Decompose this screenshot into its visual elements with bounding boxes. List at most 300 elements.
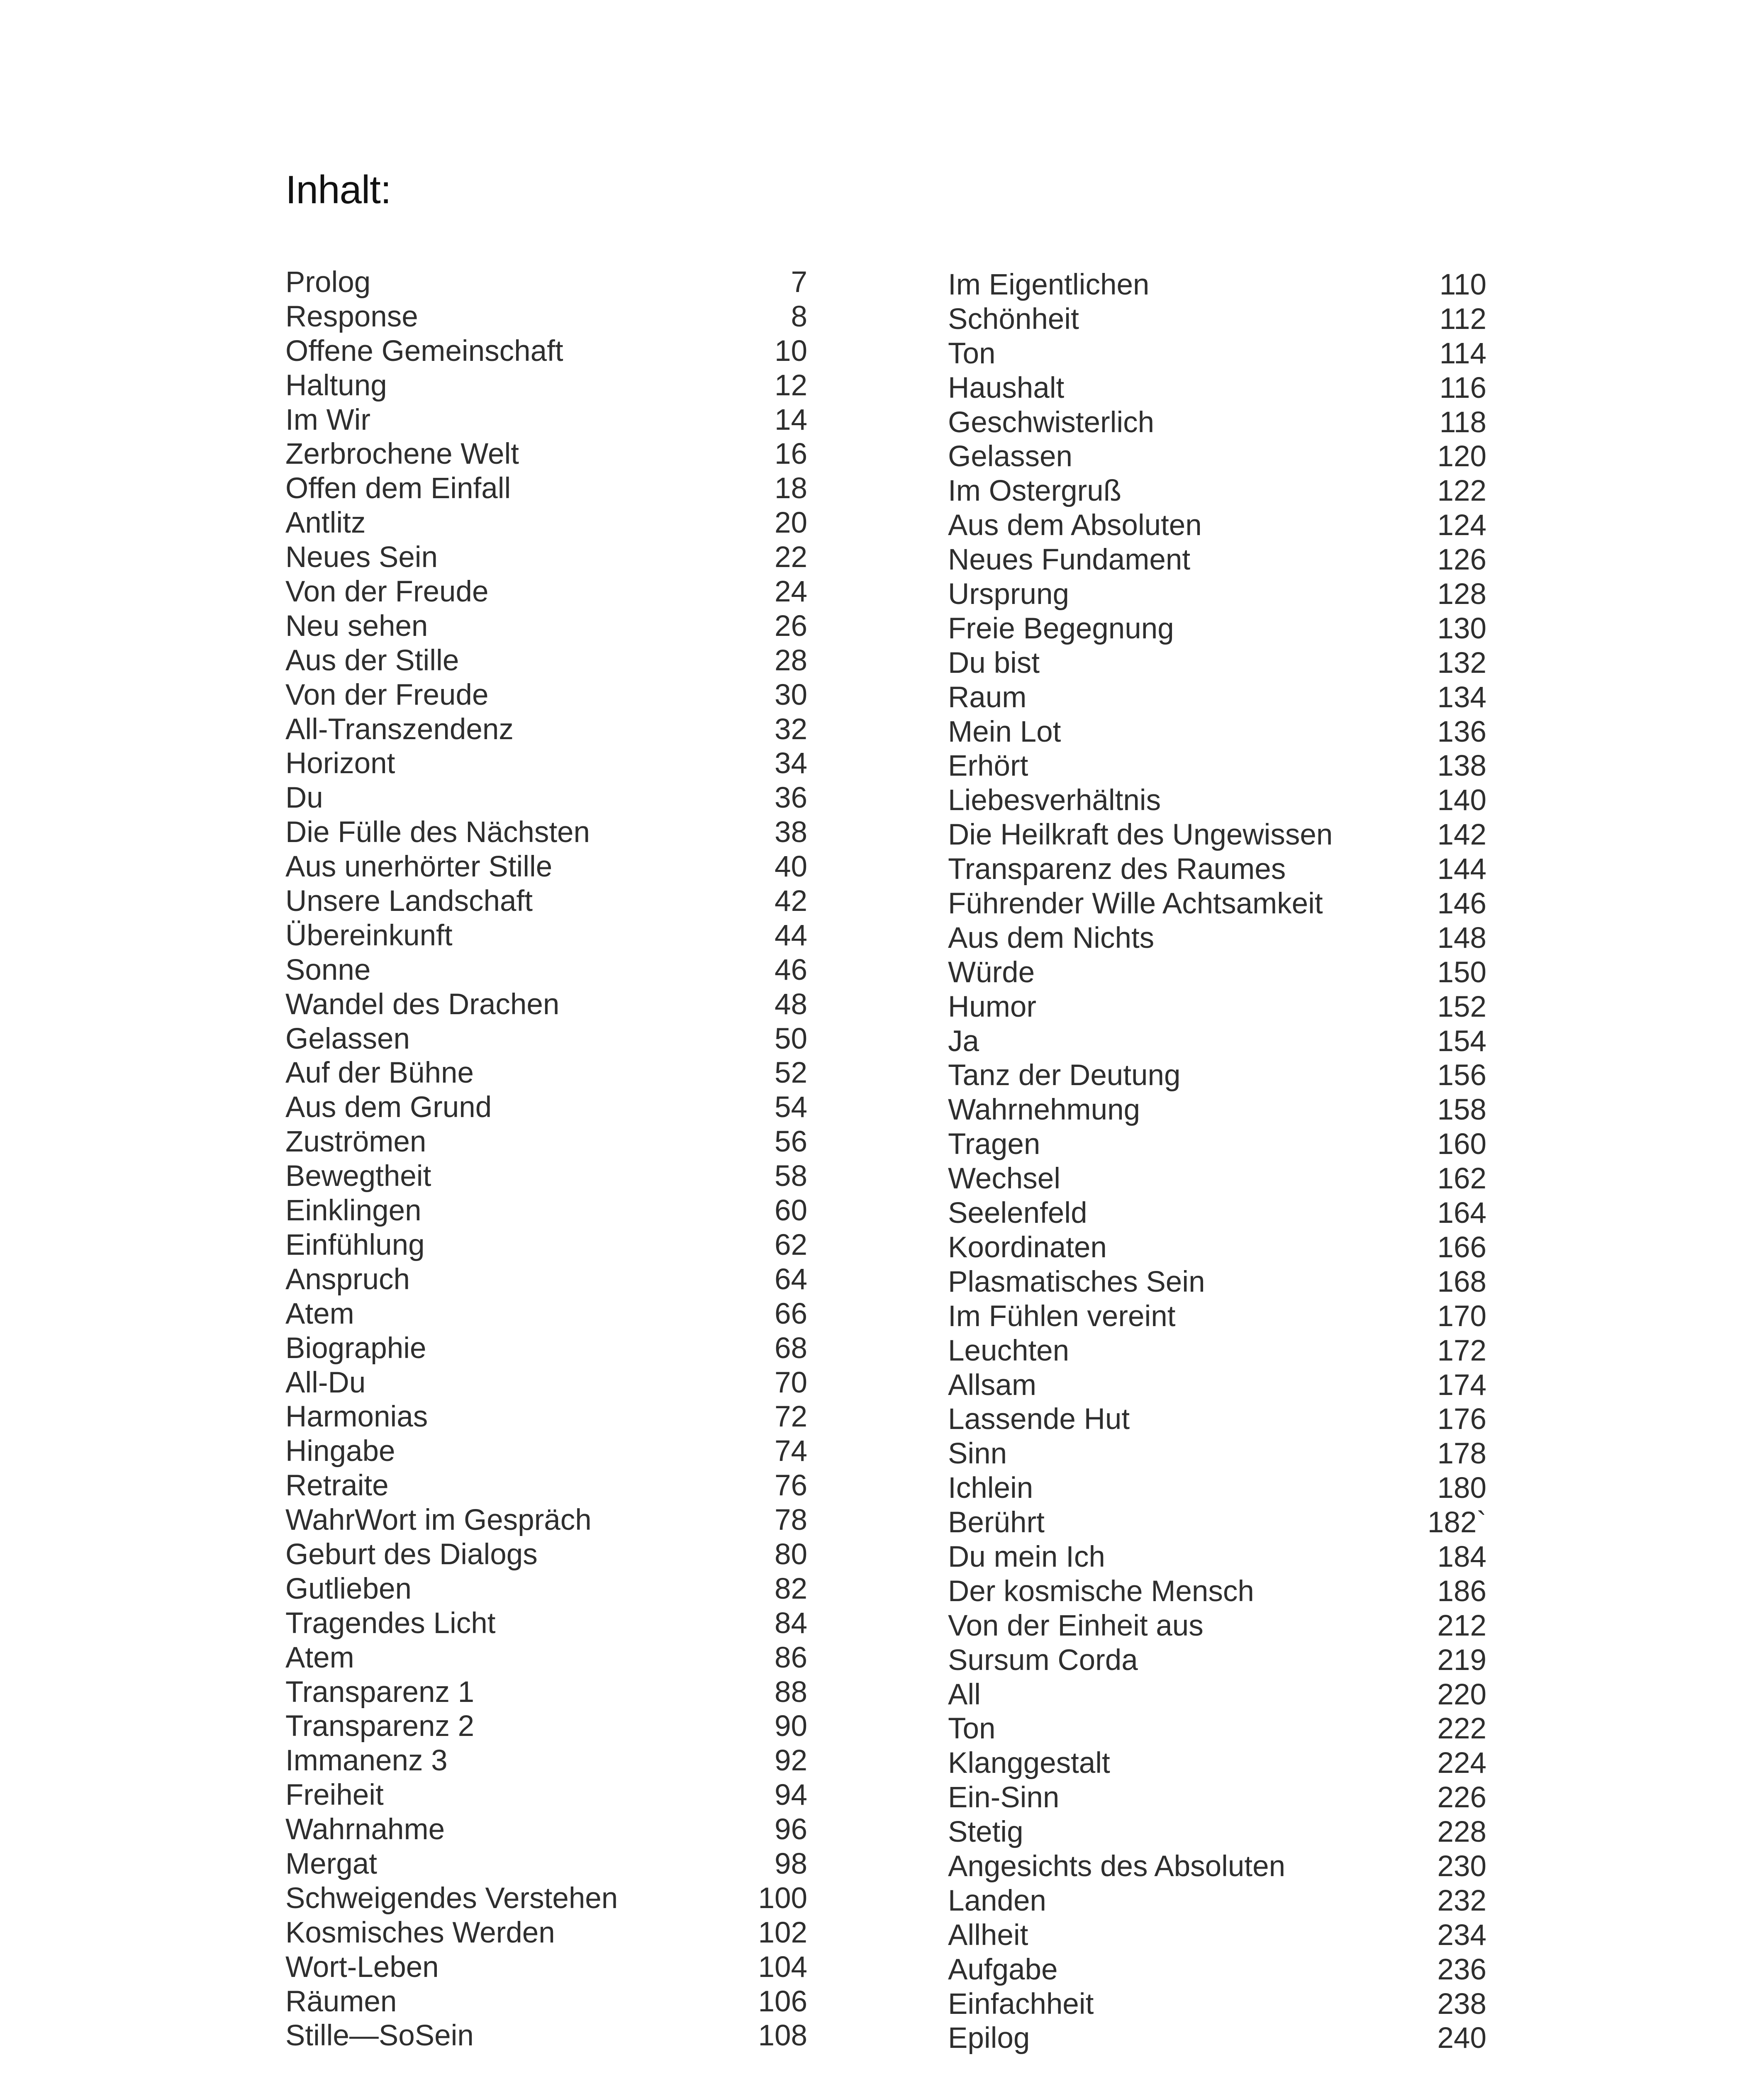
- toc-entry: [948, 1609, 1486, 1643]
- toc-entry: [285, 884, 807, 919]
- toc-entry-page-number: 16: [775, 438, 807, 471]
- toc-entry-page-number: 96: [775, 1813, 807, 1846]
- toc-entry: [948, 1850, 1486, 1884]
- toc-entry-title: Neu sehen: [285, 609, 428, 643]
- toc-entry: [285, 1366, 807, 1400]
- toc-entry-title: Von der Einheit aus: [948, 1609, 1204, 1642]
- toc-entry: [285, 1159, 807, 1194]
- toc-entry-page-number: 26: [775, 609, 807, 643]
- toc-entry-title: Allheit: [948, 1918, 1028, 1952]
- toc-entry: [285, 300, 807, 334]
- toc-entry-page-number: 50: [775, 1022, 807, 1055]
- toc-entry-page-number: 168: [1437, 1265, 1486, 1298]
- toc-entry-title: Aus unerhörter Stille: [285, 850, 553, 884]
- toc-entry-title: Koordinaten: [948, 1231, 1107, 1264]
- toc-entry-title: Einklingen: [285, 1194, 422, 1227]
- toc-entry: [285, 540, 807, 575]
- toc-entry-page-number: 162: [1437, 1162, 1486, 1195]
- toc-entry-page-number: 30: [775, 678, 807, 711]
- toc-entry-page-number: 120: [1437, 440, 1486, 473]
- toc-entry-page-number: 126: [1437, 543, 1486, 577]
- toc-entry-title: Ton: [948, 337, 996, 370]
- toc-entry-page-number: 46: [775, 953, 807, 986]
- toc-entry-page-number: 224: [1437, 1747, 1486, 1780]
- toc-entry-title: Biographie: [285, 1332, 426, 1365]
- toc-entry: [948, 440, 1486, 474]
- toc-entry-page-number: 82: [775, 1572, 807, 1605]
- toc-entry-page-number: 60: [775, 1194, 807, 1227]
- toc-entry-title: Würde: [948, 956, 1035, 989]
- toc-entry-title: Tragen: [948, 1128, 1040, 1161]
- toc-entry-page-number: 66: [775, 1297, 807, 1330]
- toc-entry-title: Sonne: [285, 953, 371, 986]
- toc-entry-page-number: 34: [775, 747, 807, 780]
- toc-entry-title: Wandel des Drachen: [285, 988, 560, 1021]
- toc-entry-page-number: 132: [1437, 646, 1486, 679]
- toc-entry-title: Offen dem Einfall: [285, 472, 511, 505]
- toc-entry-page-number: 238: [1437, 1987, 1486, 2020]
- toc-entry-page-number: 122: [1437, 475, 1486, 508]
- toc-entry: [948, 1746, 1486, 1781]
- toc-entry-title: Tanz der Deutung: [948, 1059, 1181, 1092]
- toc-entry-page-number: 56: [775, 1125, 807, 1159]
- toc-entry-title: Sinn: [948, 1437, 1007, 1470]
- toc-entry-page-number: 102: [758, 1916, 807, 1949]
- toc-entry-title: Transparenz des Raumes: [948, 853, 1286, 886]
- toc-entry-title: Schönheit: [948, 302, 1079, 336]
- toc-entry-page-number: 70: [775, 1366, 807, 1399]
- toc-entry-page-number: 86: [775, 1641, 807, 1674]
- toc-entry-title: Erhört: [948, 750, 1028, 783]
- toc-entry-page-number: 140: [1437, 784, 1486, 817]
- toc-entry-page-number: 234: [1437, 1918, 1486, 1952]
- toc-entry-title: WahrWort im Gespräch: [285, 1504, 592, 1537]
- toc-entry-page-number: 44: [775, 919, 807, 952]
- toc-entry: [948, 1781, 1486, 1815]
- toc-entry-page-number: 124: [1437, 509, 1486, 542]
- toc-entry: [948, 1815, 1486, 1850]
- toc-entry-title: Neues Fundament: [948, 543, 1191, 577]
- toc-entry-page-number: 108: [758, 2019, 807, 2052]
- toc-entry: [285, 1503, 807, 1538]
- toc-entry: [285, 1985, 807, 2019]
- toc-entry-page-number: 228: [1437, 1816, 1486, 1849]
- toc-entry: [285, 1778, 807, 1813]
- toc-entry-page-number: 164: [1437, 1197, 1486, 1230]
- toc-entry-title: Im Eigentlichen: [948, 268, 1150, 301]
- toc-entry-title: Leuchten: [948, 1334, 1070, 1367]
- toc-entry-page-number: 166: [1437, 1231, 1486, 1264]
- toc-entry-page-number: 182`: [1427, 1506, 1486, 1539]
- toc-entry-page-number: 78: [775, 1504, 807, 1537]
- toc-entry: [948, 784, 1486, 818]
- toc-entry: [285, 609, 807, 644]
- toc-entry: [285, 781, 807, 815]
- toc-entry-page-number: 10: [775, 334, 807, 368]
- toc-entry-page-number: 38: [775, 816, 807, 849]
- toc-entry: [285, 747, 807, 781]
- toc-entry-title: Die Fülle des Nächsten: [285, 816, 590, 849]
- toc-entry-title: Stetig: [948, 1816, 1023, 1849]
- toc-entry: [285, 1125, 807, 1159]
- toc-entry-page-number: 146: [1437, 887, 1486, 920]
- toc-entry-title: Freiheit: [285, 1779, 384, 1812]
- toc-entry-page-number: 88: [775, 1675, 807, 1709]
- toc-entry-title: Räumen: [285, 1985, 397, 2018]
- toc-entry-page-number: 7: [791, 266, 807, 299]
- toc-entry-page-number: 130: [1437, 612, 1486, 645]
- toc-entry-page-number: 236: [1437, 1953, 1486, 1986]
- toc-entry: [285, 506, 807, 540]
- toc-entry: [285, 437, 807, 472]
- toc-entry-page-number: 84: [775, 1607, 807, 1640]
- toc-entry-page-number: 90: [775, 1710, 807, 1743]
- toc-entry-page-number: 134: [1437, 681, 1486, 714]
- toc-entry-title: Aus dem Nichts: [948, 921, 1155, 954]
- toc-entry: [948, 302, 1486, 337]
- toc-entry-title: Stille—SoSein: [285, 2019, 474, 2052]
- toc-entry-title: Bewegtheit: [285, 1160, 431, 1193]
- toc-entry: [948, 1884, 1486, 1918]
- toc-entry-page-number: 36: [775, 781, 807, 815]
- toc-entry-page-number: 22: [775, 541, 807, 574]
- toc-entry-title: Führender Wille Achtsamkeit: [948, 887, 1323, 920]
- toc-entry: [948, 1093, 1486, 1127]
- toc-entry: [948, 1987, 1486, 2022]
- toc-entry-title: Ja: [948, 1025, 979, 1058]
- toc-entry-title: Landen: [948, 1884, 1046, 1917]
- toc-entry: [285, 1056, 807, 1091]
- toc-entry-title: Zuströmen: [285, 1125, 426, 1159]
- toc-entry: [285, 953, 807, 988]
- toc-entry-title: Horizont: [285, 747, 395, 780]
- toc-entry: [285, 1847, 807, 1882]
- toc-entry-title: Prolog: [285, 266, 371, 299]
- toc-entry: [285, 713, 807, 747]
- toc-entry-title: Mergat: [285, 1847, 377, 1880]
- toc-entry: [948, 1575, 1486, 1609]
- toc-entry-page-number: 176: [1437, 1403, 1486, 1436]
- toc-entry-page-number: 28: [775, 644, 807, 677]
- toc-entry-title: Haltung: [285, 369, 387, 402]
- toc-entry: [948, 1643, 1486, 1678]
- toc-entry-title: Von der Freude: [285, 678, 489, 711]
- toc-entry-title: Atem: [285, 1641, 354, 1674]
- toc-entry: [285, 1744, 807, 1778]
- toc-entry: [285, 1641, 807, 1675]
- toc-entry: [285, 575, 807, 609]
- toc-entry-title: Aufgabe: [948, 1953, 1058, 1986]
- toc-entry-page-number: 222: [1437, 1712, 1486, 1745]
- toc-entry: [285, 403, 807, 438]
- toc-entry-page-number: 220: [1437, 1678, 1486, 1711]
- toc-entry-page-number: 24: [775, 575, 807, 609]
- toc-entry: [948, 1918, 1486, 1953]
- toc-entry-page-number: 116: [1439, 371, 1486, 404]
- toc-entry-page-number: 152: [1437, 990, 1486, 1023]
- toc-entry: [948, 577, 1486, 612]
- toc-entry: [285, 2019, 807, 2053]
- toc-entry-title: Haushalt: [948, 371, 1065, 404]
- toc-entry: [285, 1022, 807, 1056]
- toc-entry: [285, 1950, 807, 1985]
- toc-entry-title: Raum: [948, 681, 1027, 714]
- toc-entry-title: Mein Lot: [948, 715, 1061, 748]
- toc-entry: [948, 1127, 1486, 1162]
- toc-entry: [285, 1194, 807, 1228]
- toc-entry-title: Klanggestalt: [948, 1747, 1110, 1780]
- toc-entry-title: Plasmatisches Sein: [948, 1265, 1205, 1298]
- toc-entry-title: Geschwisterlich: [948, 406, 1155, 439]
- toc-entry: [285, 1469, 807, 1503]
- toc-column-left: [285, 265, 807, 2053]
- toc-entry: [285, 1916, 807, 1950]
- toc-entry: [948, 268, 1486, 302]
- toc-entry-title: Übereinkunft: [285, 919, 453, 952]
- toc-entry-page-number: 92: [775, 1744, 807, 1777]
- toc-entry-title: Offene Gemeinschaft: [285, 334, 563, 368]
- toc-entry-title: All: [948, 1678, 981, 1711]
- toc-entry-title: Der kosmische Mensch: [948, 1575, 1254, 1608]
- toc-entry: [948, 337, 1486, 371]
- toc-entry-page-number: 98: [775, 1847, 807, 1880]
- toc-entry: [285, 1813, 807, 1847]
- toc-entry: [948, 887, 1486, 921]
- toc-entry: [948, 543, 1486, 577]
- toc-entry-title: Antlitz: [285, 506, 366, 540]
- toc-entry-page-number: 20: [775, 506, 807, 540]
- toc-entry: [285, 1332, 807, 1366]
- toc-entry-page-number: 230: [1437, 1850, 1486, 1883]
- toc-entry: [948, 990, 1486, 1025]
- toc-entry-page-number: 212: [1437, 1609, 1486, 1642]
- toc-entry-title: Zerbrochene Welt: [285, 438, 519, 471]
- toc-entry-title: Einfachheit: [948, 1987, 1094, 2020]
- toc-entry-page-number: 178: [1437, 1437, 1486, 1470]
- toc-entry: [285, 1882, 807, 1916]
- toc-entry-title: Humor: [948, 990, 1037, 1023]
- toc-entry: [285, 1572, 807, 1607]
- toc-entry-page-number: 8: [791, 300, 807, 333]
- toc-entry-title: Ton: [948, 1712, 996, 1745]
- toc-entry-title: Wort-Leben: [285, 1950, 439, 1984]
- toc-entry-title: Neues Sein: [285, 541, 438, 574]
- toc-entry-page-number: 219: [1437, 1643, 1486, 1677]
- toc-entry-title: Anspruch: [285, 1263, 410, 1296]
- toc-entry-title: Aus dem Absoluten: [948, 509, 1202, 542]
- toc-entry-title: Wahrnehmung: [948, 1093, 1140, 1127]
- toc-entry-title: Sursum Corda: [948, 1643, 1138, 1677]
- toc-entry-title: Aus dem Grund: [285, 1091, 492, 1124]
- toc-entry: [948, 474, 1486, 509]
- toc-entry: [948, 612, 1486, 646]
- toc-entry-title: Im Ostergruß: [948, 475, 1122, 508]
- toc-entry-page-number: 186: [1437, 1575, 1486, 1608]
- toc-entry-page-number: 240: [1437, 2022, 1486, 2055]
- toc-entry: [285, 1297, 807, 1332]
- toc-entry-title: Response: [285, 300, 418, 333]
- toc-entry-title: Auf der Bühne: [285, 1056, 474, 1090]
- toc-entry: [285, 1607, 807, 1641]
- toc-entry-page-number: 18: [775, 472, 807, 505]
- toc-entry-title: All-Du: [285, 1366, 366, 1399]
- toc-entry: [948, 956, 1486, 990]
- toc-entry: [285, 1675, 807, 1710]
- toc-entry-title: Lassende Hut: [948, 1403, 1130, 1436]
- toc-entry-title: Du mein Ich: [948, 1540, 1105, 1573]
- toc-entry-page-number: 160: [1437, 1128, 1486, 1161]
- toc-entry-title: Einfühlung: [285, 1228, 425, 1261]
- toc-entry: [948, 1162, 1486, 1196]
- toc-entry: [285, 472, 807, 506]
- toc-entry-page-number: 80: [775, 1538, 807, 1571]
- toc-entry: [948, 406, 1486, 440]
- toc-entry: [285, 265, 807, 300]
- toc-entry-page-number: 158: [1437, 1093, 1486, 1127]
- toc-entry-page-number: 110: [1439, 268, 1486, 301]
- toc-entry-page-number: 114: [1439, 337, 1486, 370]
- toc-entry-title: Harmonias: [285, 1400, 428, 1434]
- toc-entry: [948, 509, 1486, 543]
- toc-entry-title: Aus der Stille: [285, 644, 459, 677]
- toc-entry-page-number: 48: [775, 988, 807, 1021]
- toc-entry-title: Seelenfeld: [948, 1197, 1087, 1230]
- toc-entry: [285, 1263, 807, 1297]
- toc-entry-page-number: 12: [775, 369, 807, 402]
- toc-entry-title: Freie Begegnung: [948, 612, 1174, 645]
- toc-entry: [948, 1231, 1486, 1265]
- toc-entry: [948, 1712, 1486, 1746]
- toc-entry-page-number: 156: [1437, 1059, 1486, 1092]
- toc-entry-page-number: 58: [775, 1160, 807, 1193]
- toc-entry-page-number: 154: [1437, 1025, 1486, 1058]
- toc-entry: [285, 1400, 807, 1434]
- toc-entry-page-number: 14: [775, 403, 807, 436]
- toc-entry: [285, 850, 807, 884]
- toc-entry: [285, 1709, 807, 1744]
- toc-entry-title: Von der Freude: [285, 575, 489, 609]
- toc-entry: [948, 1196, 1486, 1231]
- toc-entry: [948, 1402, 1486, 1437]
- toc-entry: [948, 1368, 1486, 1403]
- toc-entry-page-number: 136: [1437, 715, 1486, 748]
- toc-entry-title: Im Wir: [285, 403, 371, 436]
- toc-entry: [948, 749, 1486, 784]
- toc-entry: [285, 988, 807, 1022]
- toc-entry: [948, 1300, 1486, 1334]
- toc-entry-page-number: 142: [1437, 818, 1486, 852]
- toc-entry-title: Ichlein: [948, 1472, 1033, 1505]
- toc-entry: [948, 1471, 1486, 1506]
- toc-entry-title: Die Heilkraft des Ungewissen: [948, 818, 1333, 852]
- toc-entry: [285, 678, 807, 713]
- toc-entry-page-number: 94: [775, 1779, 807, 1812]
- toc-entry-page-number: 128: [1437, 578, 1486, 611]
- toc-entry-page-number: 106: [758, 1985, 807, 2018]
- toc-entry-title: Ursprung: [948, 578, 1070, 611]
- toc-entry: [948, 1540, 1486, 1575]
- toc-entry-title: Angesichts des Absoluten: [948, 1850, 1286, 1883]
- toc-entry-page-number: 62: [775, 1228, 807, 1261]
- toc-entry-title: Hingabe: [285, 1435, 395, 1468]
- toc-entry-page-number: 226: [1437, 1781, 1486, 1814]
- toc-entry: [285, 919, 807, 953]
- toc-entry-title: Wahrnahme: [285, 1813, 445, 1846]
- toc-entry: [948, 715, 1486, 750]
- toc-entry-title: Liebesverhältnis: [948, 784, 1161, 817]
- toc-entry: [948, 1334, 1486, 1368]
- toc-entry-title: Kosmisches Werden: [285, 1916, 555, 1949]
- toc-entry: [948, 1953, 1486, 1987]
- toc-entry-page-number: 174: [1437, 1368, 1486, 1402]
- toc-entry-title: Du: [285, 781, 323, 815]
- toc-entry-title: Transparenz 1: [285, 1675, 475, 1709]
- toc-entry: [948, 921, 1486, 956]
- toc-entry-title: Gutlieben: [285, 1572, 412, 1605]
- toc-entry: [948, 1265, 1486, 1300]
- toc-entry-title: Unsere Landschaft: [285, 885, 533, 918]
- toc-entry-page-number: 68: [775, 1332, 807, 1365]
- toc-entry-title: Wechsel: [948, 1162, 1060, 1195]
- toc-entry: [948, 371, 1486, 406]
- toc-entry: [948, 1025, 1486, 1059]
- toc-entry: [285, 1434, 807, 1469]
- toc-entry-page-number: 104: [758, 1950, 807, 1984]
- toc-entry-page-number: 72: [775, 1400, 807, 1434]
- toc-entry-title: Allsam: [948, 1368, 1037, 1402]
- toc-entry-page-number: 42: [775, 885, 807, 918]
- toc-entry-page-number: 148: [1437, 921, 1486, 954]
- toc-entry-title: Atem: [285, 1297, 354, 1330]
- toc-entry-page-number: 32: [775, 713, 807, 746]
- toc-entry: [285, 1091, 807, 1125]
- toc-entry-page-number: 180: [1437, 1472, 1486, 1505]
- toc-entry-title: Im Fühlen vereint: [948, 1300, 1176, 1333]
- toc-entry-page-number: 118: [1439, 406, 1486, 439]
- toc-entry: [285, 815, 807, 850]
- toc-entry-title: Du bist: [948, 646, 1040, 679]
- toc-entry-title: Immanenz 3: [285, 1744, 448, 1777]
- toc-entry-title: All-Transzendenz: [285, 713, 514, 746]
- toc-entry-page-number: 74: [775, 1435, 807, 1468]
- toc-entry: [948, 681, 1486, 715]
- toc-entry-page-number: 40: [775, 850, 807, 884]
- toc-entry: [948, 818, 1486, 852]
- toc-entry-title: Berührt: [948, 1506, 1045, 1539]
- toc-entry-page-number: 170: [1437, 1300, 1486, 1333]
- toc-entry-page-number: 184: [1437, 1540, 1486, 1573]
- toc-entry: [285, 369, 807, 403]
- toc-entry-page-number: 52: [775, 1056, 807, 1090]
- toc-entry-page-number: 232: [1437, 1884, 1486, 1917]
- toc-entry-page-number: 172: [1437, 1334, 1486, 1367]
- toc-entry-title: Geburt des Dialogs: [285, 1538, 538, 1571]
- toc-entry: [285, 1228, 807, 1263]
- page-title: Inhalt:: [285, 168, 391, 212]
- toc-entry-page-number: 150: [1437, 956, 1486, 989]
- toc-entry-title: Transparenz 2: [285, 1710, 475, 1743]
- toc-entry-title: Schweigendes Verstehen: [285, 1882, 618, 1915]
- toc-entry: [948, 646, 1486, 681]
- toc-entry-title: Gelassen: [948, 440, 1072, 473]
- toc-entry-page-number: 64: [775, 1263, 807, 1296]
- toc-entry-page-number: 100: [758, 1882, 807, 1915]
- toc-entry: [285, 334, 807, 369]
- toc-entry: [948, 2021, 1486, 2056]
- toc-entry: [285, 644, 807, 678]
- toc-entry: [948, 1678, 1486, 1712]
- toc-entry-title: Retraite: [285, 1469, 389, 1502]
